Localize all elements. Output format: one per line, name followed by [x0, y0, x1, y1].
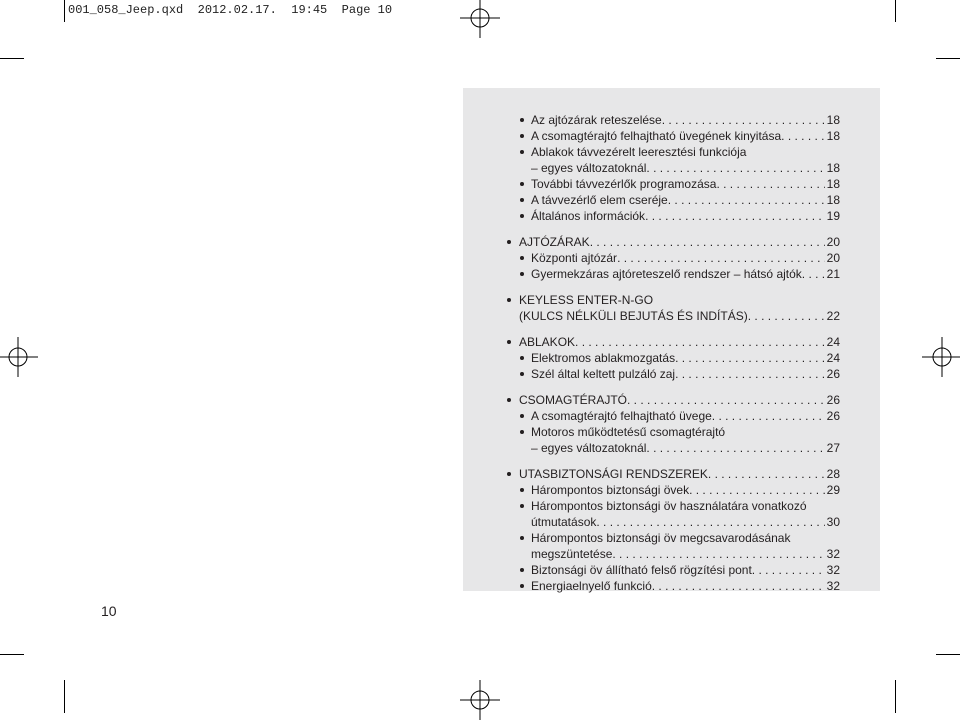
toc-entry: [507, 334, 840, 350]
toc-entry: [507, 546, 840, 562]
crop-mark-tl-v: [64, 0, 65, 22]
toc-entry-page: 29: [826, 483, 840, 497]
toc-entry-page: 26: [826, 393, 840, 407]
toc-entry: [507, 408, 840, 424]
toc-leader-dots: [596, 514, 824, 530]
toc-entry-page: 26: [826, 367, 840, 381]
toc-entry: [507, 176, 840, 192]
bullet-icon: [520, 356, 524, 360]
bullet-icon: [520, 536, 524, 540]
toc-entry-page: 32: [826, 547, 840, 561]
toc-entry-page: 19: [826, 209, 840, 223]
slug-page: Page 10: [341, 3, 393, 17]
toc-entry-page: 20: [826, 235, 840, 249]
toc-entry: [507, 466, 840, 482]
toc-entry: [507, 482, 840, 498]
toc-entry-title: Hárompontos biztonsági öv használatára vonatkozó: [531, 499, 807, 513]
bullet-icon: [520, 134, 524, 138]
toc-entry-title: ABLAKOK: [519, 335, 576, 349]
slug-file: 001_058_Jeep.qxd: [68, 3, 184, 17]
toc-leader-dots: [689, 482, 825, 498]
toc-leader-dots: [652, 578, 825, 594]
toc-entry-page: 22: [826, 309, 840, 323]
toc-leader-dots: [617, 250, 825, 266]
toc-leader-dots: [627, 392, 825, 408]
crop-mark-bl-v: [64, 680, 65, 713]
toc-entry: [507, 514, 840, 530]
toc-leader-dots: [668, 192, 825, 208]
registration-mark-bottom: [460, 680, 500, 720]
slug-time: 19:45: [291, 3, 328, 17]
toc-entry-title: AJTÓZÁRAK: [519, 235, 590, 249]
toc-entry: [507, 234, 840, 250]
toc-entry-page: 32: [826, 563, 840, 577]
toc-gap: [507, 456, 840, 466]
toc-entry-title: KEYLESS ENTER-N-GO: [519, 293, 654, 307]
toc-gap: [507, 224, 840, 234]
toc-entry-title: Hárompontos biztonsági öv megcsavarodásának: [531, 531, 791, 545]
toc-leader-dots: [752, 562, 825, 578]
toc-entry-title: UTASBIZTONSÁGI RENDSZEREK: [519, 467, 708, 481]
toc-entry: [507, 160, 840, 176]
toc-entry-title: Elektromos ablakmozgatás: [531, 351, 676, 365]
toc-entry-title: A csomagtérajtó felhajtható üvege: [531, 409, 712, 423]
crop-mark-tr-h: [936, 58, 960, 59]
crop-mark-br-h: [936, 654, 960, 655]
toc-entry-title: Az ajtózárak reteszelése: [531, 113, 662, 127]
toc-entry-page: 27: [826, 441, 840, 455]
toc-entry-page: 30: [826, 515, 840, 529]
toc-leader-dots: [781, 128, 824, 144]
toc-entry-title: – egyes változatoknál: [531, 441, 647, 455]
bullet-icon: [507, 298, 511, 302]
toc-gap: [507, 282, 840, 292]
toc-entry: [507, 350, 840, 366]
file-slug: [68, 3, 392, 17]
toc-entry: [507, 392, 840, 408]
toc-leader-dots: [675, 366, 825, 382]
toc-entry: [507, 128, 840, 144]
toc-entry-title: Motoros működtetésű csomagtérajtó: [531, 425, 726, 439]
crop-mark-tl-h: [0, 58, 24, 59]
toc-leader-dots: [675, 350, 825, 366]
toc-entry-page: 18: [826, 177, 840, 191]
bullet-icon: [520, 414, 524, 418]
toc-entry-page: 32: [826, 579, 840, 593]
toc-leader-dots: [646, 440, 824, 456]
toc-entry-page: 21: [826, 267, 840, 281]
toc-leader-dots: [748, 308, 825, 324]
bullet-icon: [507, 240, 511, 244]
toc-entry: [507, 562, 840, 578]
toc-entry-title: A távvezérlő elem cseréje: [531, 193, 668, 207]
crop-mark-bl-h: [0, 654, 24, 655]
toc-leader-dots: [575, 334, 825, 350]
toc-entry-page: 28: [826, 467, 840, 481]
toc-entry: [507, 112, 840, 128]
toc-entry: [507, 498, 840, 514]
toc-gap: [507, 382, 840, 392]
toc-entry-page: 20: [826, 251, 840, 265]
bullet-icon: [520, 118, 524, 122]
toc-entry-title: Gyermekzáras ajtóreteszelő rendszer – hátsó ajtók: [531, 267, 802, 281]
bullet-icon: [520, 182, 524, 186]
toc-entry: [507, 208, 840, 224]
slug-date: 2012.02.17.: [197, 3, 277, 17]
toc-entry: [507, 250, 840, 266]
toc-entry-title: Központi ajtózár: [531, 251, 618, 265]
toc-leader-dots: [662, 112, 825, 128]
bullet-icon: [507, 398, 511, 402]
toc-entry-title: megszüntetése: [531, 547, 613, 561]
toc-leader-dots: [708, 466, 825, 482]
toc-leader-dots: [612, 546, 824, 562]
toc-leader-dots: [712, 408, 825, 424]
registration-mark-top: [460, 0, 500, 38]
toc-leader-dots: [645, 208, 825, 224]
toc-entry: [507, 530, 840, 546]
toc-entry: [507, 424, 840, 440]
bullet-icon: [520, 584, 524, 588]
bullet-icon: [520, 214, 524, 218]
toc-entry-page: 18: [826, 113, 840, 127]
page-number: 10: [101, 603, 117, 619]
toc-entry-page: 18: [826, 161, 840, 175]
toc-entry-page: 24: [826, 351, 840, 365]
toc-entry-page: 18: [826, 129, 840, 143]
bullet-icon: [507, 340, 511, 344]
toc-entry: [507, 308, 840, 324]
bullet-icon: [520, 372, 524, 376]
registration-mark-left: [0, 337, 38, 377]
bullet-icon: [520, 256, 524, 260]
bullet-icon: [520, 430, 524, 434]
toc-gap: [507, 324, 840, 334]
toc-leader-dots: [802, 266, 825, 282]
toc-entry-title: Szél által keltett pulzáló zaj: [531, 367, 676, 381]
toc-entry: [507, 292, 840, 308]
toc-leader-dots: [646, 160, 824, 176]
toc-entry-page: 18: [826, 193, 840, 207]
toc-entry-title: A csomagtérajtó felhajtható üvegének kinyitása: [531, 129, 782, 143]
toc-entry-page: 26: [826, 409, 840, 423]
toc-entry: [507, 366, 840, 382]
toc-entry-title: További távvezérlők programozása: [531, 177, 717, 191]
bullet-icon: [507, 472, 511, 476]
toc-entry-title: Általános információk: [531, 209, 646, 223]
toc-entry-title: útmutatások: [531, 515, 597, 529]
bullet-icon: [520, 488, 524, 492]
toc-entry: [507, 144, 840, 160]
registration-mark-right: [922, 337, 960, 377]
toc-entry-title: (KULCS NÉLKÜLI BEJUTÁS ÉS INDÍTÁS): [519, 309, 748, 323]
toc-entry: [507, 440, 840, 456]
toc-leader-dots: [590, 234, 825, 250]
toc-entry-page: 24: [826, 335, 840, 349]
toc-entry-title: Energiaelnyelő funkció: [531, 579, 652, 593]
crop-mark-br-v: [895, 680, 896, 713]
bullet-icon: [520, 504, 524, 508]
toc-entry-title: CSOMAGTÉRAJTÓ: [519, 393, 628, 407]
toc-leader-dots: [716, 176, 824, 192]
toc-entry-title: Ablakok távvezérelt leeresztési funkciója: [531, 145, 747, 159]
toc-entry-title: Hárompontos biztonsági övek: [531, 483, 690, 497]
toc-entry: [507, 266, 840, 282]
table-of-contents: [507, 112, 840, 594]
bullet-icon: [520, 272, 524, 276]
toc-entry: [507, 192, 840, 208]
bullet-icon: [520, 150, 524, 154]
toc-entry: [507, 578, 840, 594]
bullet-icon: [520, 568, 524, 572]
crop-mark-tr-v: [895, 0, 896, 22]
toc-entry-title: Biztonsági öv állítható felső rögzítési pont: [531, 563, 752, 577]
bullet-icon: [520, 198, 524, 202]
toc-entry-title: – egyes változatoknál: [531, 161, 647, 175]
